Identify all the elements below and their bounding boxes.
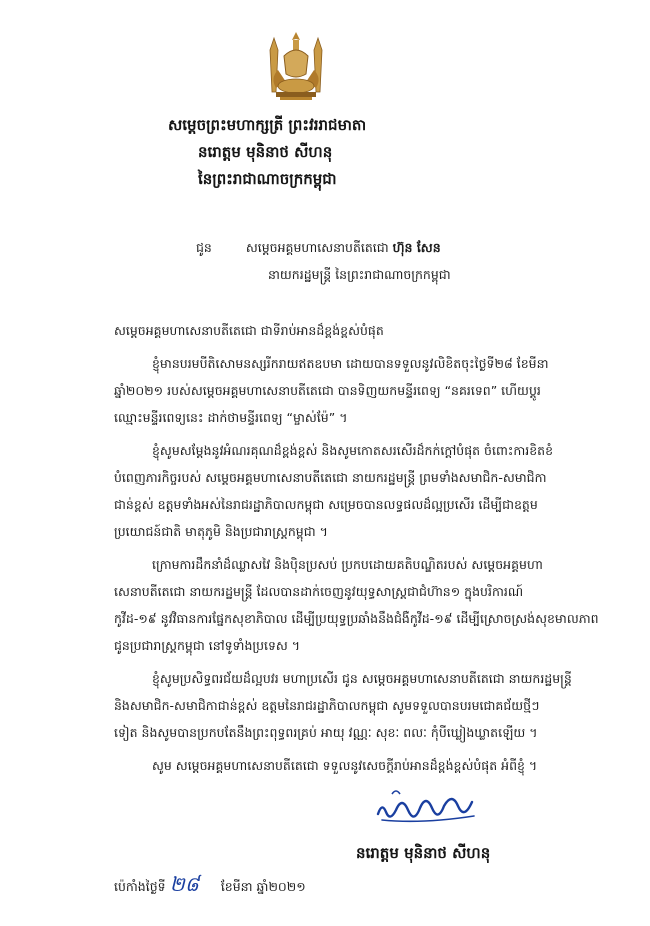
header-title-line2: នរោត្តម មុនិនាថ សីហនុ	[198, 143, 333, 161]
paragraph3-line2: សេនាបតីតេជោ នាយករដ្ឋមន្ត្រី ដែលបានដាក់ចេញនូវយុទ្ធសាស្ត្រជាជំហ៊ាន១ ក្នុងបរិការណ៍	[114, 584, 524, 599]
salutation: សម្តេចអគ្គមហាសេនាបតីតេជោ ជាទីរាប់អានដ៏ខ្ពង់ខ្ពស់បំផុត	[114, 323, 384, 338]
recipient-line	[196, 239, 441, 257]
paragraph5-line1: សូម សម្តេចអគ្គមហាសេនាបតីតេជោ ទទួលនូវសេចក្តីរាប់អានដ៏ខ្ពង់ខ្ពស់បំផុត អំពីខ្ញុំ ។	[152, 758, 538, 773]
date-line	[114, 870, 306, 901]
date-prefix: ប៉េកាំងថ្ងៃទី	[114, 879, 166, 894]
date-month-year: ខែមីនា ឆ្នាំ២០២១	[220, 879, 306, 894]
paragraph2-line3: ជាន់ខ្ពស់ ឧត្តមទាំងអស់នៃរាជរដ្ឋាភិបាលកម្ពុជា សម្រេចបានលទ្ធផលដ៏ល្អប្រសើរ ដើម្បីជាឧត្តម	[114, 497, 538, 512]
recipient-title: សម្តេចអគ្គមហាសេនាបតីតេជោ	[245, 240, 389, 255]
recipient-position: នាយករដ្ឋមន្ត្រី នៃព្រះរាជាណាចក្រកម្ពុជា	[268, 267, 451, 282]
handwritten-signature	[372, 784, 480, 828]
recipient-name: ហ៊ុន សែន	[392, 240, 441, 255]
paragraph4-line3: ទៀត និងសូមបានប្រកបតែនឹងព្រះពុទ្ធពរគ្រប់ អាយុ វណ្ណៈ សុខៈ ពលៈ កុំបីឃ្លៀងឃ្លាតឡើយ ។	[114, 725, 538, 740]
paragraph2-line4: ប្រយោជន៍ជាតិ មាតុភូមិ និងប្រជារាស្ត្រកម្ពុជា ។	[114, 524, 328, 539]
date-day-handwritten: ២៨	[169, 872, 199, 896]
signature-name: នរោត្តម មុនិនាថ សីហនុ	[356, 844, 491, 862]
royal-emblem-icon	[262, 30, 330, 102]
paragraph3-line4: ជូនប្រជារាស្ត្រកម្ពុជា នៅទូទាំងប្រទេស ។	[114, 638, 301, 653]
paragraph2-line1: ខ្ញុំសូមសម្តែងនូវអំណរគុណដ៏ខ្ពង់ខ្ពស់ និងសូមកោតសរសើរដ៏កក់ក្តៅបំផុត ចំពោះការខិតខំ	[152, 443, 554, 458]
paragraph4-line1: ខ្ញុំសូមប្រសិទ្ធពរជ័យដ៏ល្អបវរ មហាប្រសើរ ជូន សម្តេចអគ្គមហាសេនាបតីតេជោ នាយករដ្ឋមន្ត្រី	[152, 671, 572, 686]
paragraph4-line2: និងសមាជិក-សមាជិកាជាន់ខ្ពស់ ឧត្តមនៃរាជរដ្ឋាភិបាលកម្ពុជា សូមទទួលបានបរមជោគជ័យថ្មីៗ	[114, 698, 540, 713]
paragraph1-line1: ខ្ញុំមានបរមបីតិសោមនស្សរីករាយឥតឧបមា ដោយបានទទួលនូវលិខិតចុះថ្ងៃទី២៨ ខែមីនា	[152, 356, 549, 371]
paragraph1-line2: ឆ្នាំ២០២១ របស់សម្តេចអគ្គមហាសេនាបតីតេជោ បានទិញយកមន្ទីរពេទ្យ “នគរទេព” ហើយប្តូរ	[114, 383, 541, 398]
recipient-prefix: ជូន	[196, 240, 212, 255]
paragraph2-line2: បំពេញភារកិច្ចរបស់ សម្តេចអគ្គមហាសេនាបតីតេជោ នាយករដ្ឋមន្ត្រី ព្រមទាំងសមាជិក-សមាជិកា	[114, 470, 547, 485]
paragraph3-line3: កូវីដ-១៩ នូវវិធានការផ្នែកសុខាភិបាល ដើម្បីប្រយុទ្ធប្រឆាំងនឹងជំងឺកូវីដ-១៩ ដើម្បីស្រោចស្រង់សុខមាលភាព	[114, 611, 599, 626]
paragraph3-line1: ក្រោមការដឹកនាំដ៏ឈ្លាសវៃ និងប៉ិនប្រសប់ ប្រកបដោយគតិបណ្ឌិតរបស់ សម្តេចអគ្គមហា	[152, 557, 543, 572]
paragraph1-line3: ឈ្មោះមន្ទីរពេទ្យនេះ ដាក់ថាមន្ទីរពេទ្យ “ម្ចាស់ម៉ែ” ។	[114, 410, 348, 425]
header-title-line1: សម្តេចព្រះមហាក្សត្រី ព្រះវររាជមាតា	[168, 116, 367, 134]
header-title-line3: នៃព្រះរាជាណាចក្រកម្ពុជា	[198, 170, 337, 188]
